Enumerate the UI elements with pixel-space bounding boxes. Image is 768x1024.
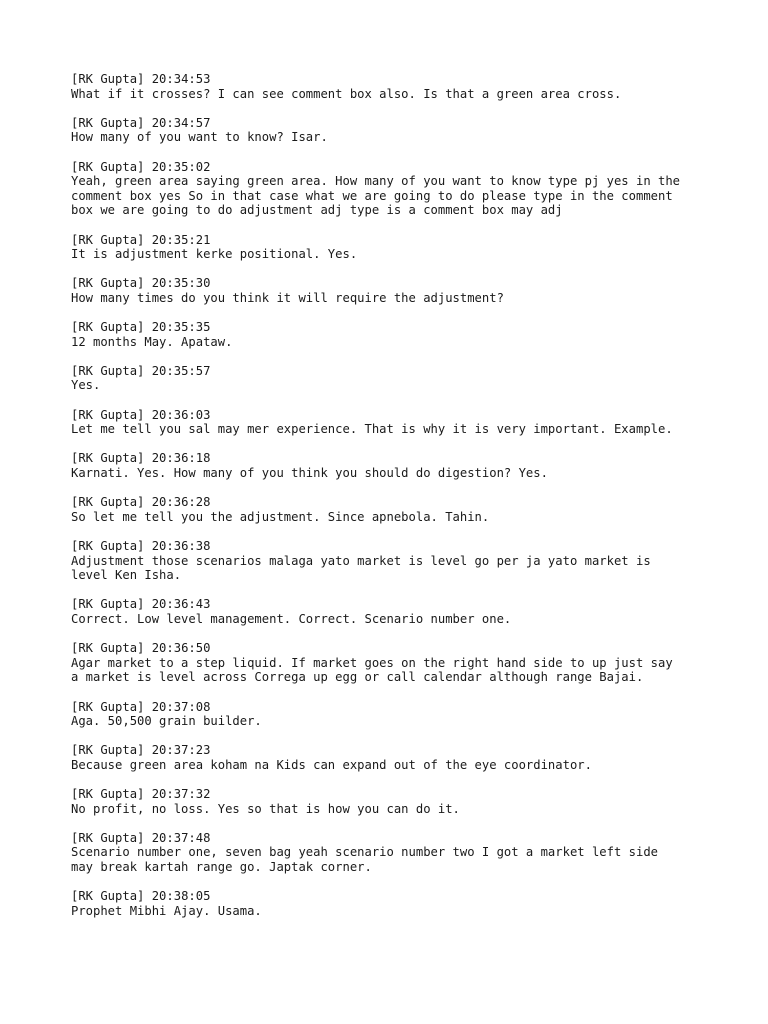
speaker-label: [RK Gupta] [71,743,145,758]
entry-header [71,889,731,904]
entry-header [71,160,731,175]
speaker-label: [RK Gupta] [71,539,145,553]
timestamp: 20:36:03 [151,407,211,422]
entry-header [71,276,731,291]
entry-text-line: So let me tell you the adjustment. Since apnebola. Tahin. [71,509,490,524]
speaker-label: [RK Gupta] [71,363,145,378]
timestamp: 20:35:21 [151,232,211,247]
entry-text-line: How many times do you think it will require the adjustment? [71,290,504,305]
speaker-label: [RK Gupta] [71,115,145,130]
timestamp: 20:35:30 [151,276,211,291]
timestamp: 20:36:43 [151,597,211,612]
transcript-entry [71,743,731,772]
entry-text-line: 12 months May. Apataw. [71,334,233,349]
transcript-entry [71,597,731,626]
transcript-entry [71,320,731,349]
speaker-label: [RK Gupta] [71,641,145,656]
speaker-label: [RK Gupta] [71,787,145,802]
entry-text-line: Because green area koham na Kids can expand out of the eye coordinator. [71,757,592,772]
entry-header [71,831,731,846]
transcript-entry [71,72,731,101]
timestamp: 20:37:32 [151,787,211,802]
speaker-label: [RK Gupta] [71,451,145,466]
entry-header [71,116,731,131]
entry-text-line: may break kartah range go. Japtak corner. [71,860,372,875]
transcript-entry [71,889,731,918]
entry-header [71,539,731,554]
entry-text-line: level Ken Isha. [71,568,182,583]
timestamp: 20:35:35 [151,320,211,335]
timestamp: 20:35:02 [151,159,211,174]
entry-header [71,597,731,612]
entry-text-line: Aga. 50,500 grain builder. [71,714,262,729]
entry-text-line: Scenario number one, seven bag yeah scenario number two I got a market left side [71,845,658,860]
entry-header [71,641,731,656]
entry-text-line: Adjustment those scenarios malaga yato market is level go per ja yato market is [71,553,651,568]
entry-header [71,700,731,715]
entry-text-line: comment box yes So in that case what we are going to do please type in the comment [71,188,673,203]
entry-header [71,72,731,87]
entry-text-line: How many of you want to know? Isar. [71,130,328,145]
entry-text-line: Agar market to a step liquid. If market goes on the right hand side to up just say [71,655,673,670]
entry-text-line: box we are going to do adjustment adj type is a comment box may adj [71,203,563,218]
transcript-entry [71,539,731,583]
transcript-entry [71,408,731,437]
entry-header [71,364,731,379]
timestamp: 20:34:53 [151,72,211,86]
transcript-entry [71,787,731,816]
timestamp: 20:36:50 [151,641,211,656]
timestamp: 20:37:08 [151,699,211,714]
entry-header [71,451,731,466]
transcript-entry [71,233,731,262]
timestamp: 20:37:23 [151,743,211,758]
entry-header [71,743,731,758]
speaker-label: [RK Gupta] [71,320,145,335]
transcript-entry [71,641,731,685]
speaker-label: [RK Gupta] [71,495,145,510]
transcript-entry [71,364,731,393]
timestamp: 20:36:28 [151,495,211,510]
entry-text-line: Prophet Mibhi Ajay. Usama. [71,903,262,918]
entry-text-line: Karnati. Yes. How many of you think you should do digestion? Yes. [71,466,548,481]
speaker-label: [RK Gupta] [71,159,145,174]
entry-text-line: What if it crosses? I can see comment box also. Is that a green area cross. [71,86,622,101]
entry-header [71,787,731,802]
entry-text-line: Correct. Low level management. Correct. Scenario number one. [71,611,512,626]
transcript-entry [71,451,731,480]
speaker-label: [RK Gupta] [71,276,145,291]
entry-text-line: It is adjustment kerke positional. Yes. [71,247,358,262]
transcript-entry [71,160,731,218]
entry-header [71,320,731,335]
entry-header [71,233,731,248]
speaker-label: [RK Gupta] [71,232,145,247]
entry-text-line: No profit, no loss. Yes so that is how you can do it. [71,801,460,816]
speaker-label: [RK Gupta] [71,72,145,86]
entry-header [71,495,731,510]
timestamp: 20:36:38 [151,539,211,553]
transcript-entry [71,700,731,729]
speaker-label: [RK Gupta] [71,407,145,422]
entry-text-line: Yes. [71,378,101,393]
timestamp: 20:38:05 [151,889,211,904]
timestamp: 20:34:57 [151,115,211,130]
timestamp: 20:35:57 [151,363,211,378]
entry-text-line: Let me tell you sal may mer experience. That is why it is very important. Example. [71,422,673,437]
timestamp: 20:36:18 [151,451,211,466]
speaker-label: [RK Gupta] [71,597,145,612]
transcript-entry [71,831,731,875]
entry-header [71,408,731,423]
transcript-document [71,72,731,933]
transcript-entry [71,116,731,145]
transcript-entry [71,276,731,305]
transcript-entry [71,495,731,524]
speaker-label: [RK Gupta] [71,889,145,904]
entry-text-line: a market is level across Correga up egg or call calendar although range Bajai. [71,670,644,685]
timestamp: 20:37:48 [151,830,211,845]
speaker-label: [RK Gupta] [71,830,145,845]
speaker-label: [RK Gupta] [71,699,145,714]
entry-text-line: Yeah, green area saying green area. How many of you want to know type pj yes in the [71,174,681,189]
